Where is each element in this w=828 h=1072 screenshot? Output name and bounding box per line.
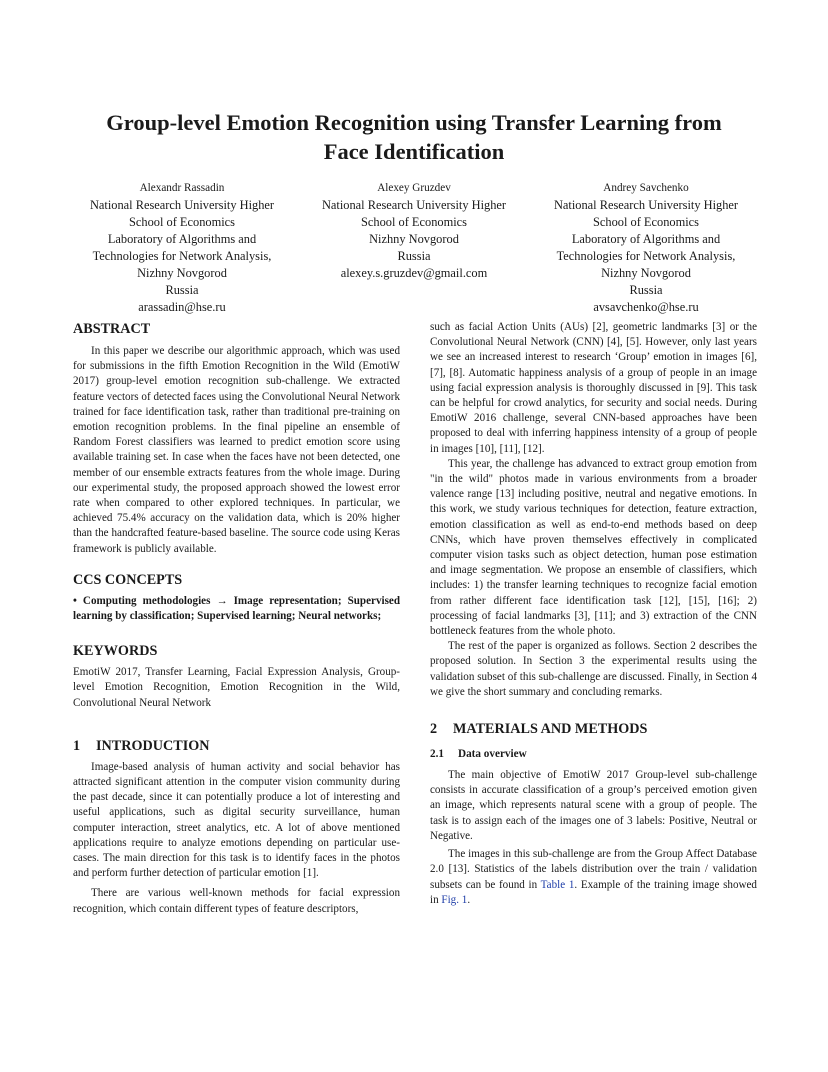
author-affiliation: Laboratory of Algorithms and — [571, 232, 721, 246]
methods-heading — [430, 720, 757, 738]
author-email: alexey.s.gruzdev@gmail.com — [340, 266, 488, 280]
author-affiliation: National Research University Higher — [321, 198, 507, 212]
intro-heading — [73, 737, 400, 755]
intro-paragraph-5: The rest of the paper is organized as follows. Section 2 describes the proposed solution. In Section 3 the experimental results using the validation subset of this sub-challenge are discussed. Finally, in Section 4 we give the short summary and concluding remarks. — [430, 640, 757, 698]
intro-paragraph-4: This year, the challenge has advanced to extract group emotion from "in the wild" photos made in various environments from a broader valence range [13] including positive, neutral and negative emotions. In this work, we study various techniques for detection, feature extraction, emotion classification as well as end-to-end methods based on deep CNNs, which have proven themselves effectively in complicated computer vision tasks such as object detection, human pose estimation and image segmentation. We propose an ensemble of classifiers, which includes: 1) the transfer learning techniques to recognize facial emotion from rather different face identification task [12], [15], [16]; 2) processing of facial landmarks [3], [11]; and 3) extraction of the CNN bottleneck features from the whole photo. — [430, 457, 757, 638]
keywords-heading: KEYWORDS — [73, 643, 158, 660]
section-title: INTRODUCTION — [96, 737, 210, 754]
author-affiliation: Technologies for Network Analysis, — [92, 249, 272, 263]
author-country: Russia — [165, 283, 199, 297]
section-title: MATERIALS AND METHODS — [453, 721, 648, 738]
left-column — [73, 320, 400, 917]
author-country: Russia — [397, 249, 431, 263]
abstract-heading: ABSTRACT — [73, 321, 151, 337]
ccs-heading: CCS CONCEPTS — [73, 571, 183, 588]
author-affiliation: Technologies for Network Analysis, — [556, 249, 736, 263]
data-overview-paragraph-2 — [430, 847, 757, 908]
author-block-2 — [299, 180, 529, 282]
paper-title — [0, 108, 828, 166]
author-affiliation: National Research University Higher — [89, 198, 275, 212]
paragraph-text: The images in this sub-challenge are from the Group Affect Database 2.0 [13]. Statistics of the labels distribution over the train / validation subsets can be found in — [430, 848, 757, 891]
ccs-text: • Computing methodologies → Image representation; Supervised learning by classification; Supervised learning; Neural networks; — [73, 594, 400, 623]
author-affiliation: Laboratory of Algorithms and — [107, 232, 257, 246]
author-affiliation: School of Economics — [593, 215, 699, 229]
author-affiliation: School of Economics — [361, 215, 467, 229]
intro-paragraph-2: There are various well-known methods for facial expression recognition, which contain different types of feature descriptors, — [73, 887, 400, 915]
author-affiliation: National Research University Higher — [553, 198, 739, 212]
author-block-3 — [531, 180, 761, 316]
paragraph-text: . Example of the training image showed in — [430, 878, 757, 906]
author-email: avsavchenko@hse.ru — [593, 300, 699, 314]
section-number: 1 — [73, 737, 81, 754]
author-email: arassadin@hse.ru — [138, 300, 226, 314]
title-line-2: Face Identification — [323, 139, 505, 164]
section-number: 2 — [430, 721, 438, 738]
keywords-text: EmotiW 2017, Transfer Learning, Facial Expression Analysis, Group-level Emotion Recognition, Emotion Recognition in the Wild, Convolutional Neural Network — [73, 666, 400, 709]
author-name: Andrey Savchenko — [603, 182, 689, 194]
author-name: Alexey Gruzdev — [377, 182, 451, 194]
data-overview-paragraph-1: The main objective of EmotiW 2017 Group-level sub-challenge consists in accurate classification of a group’s perceived emotion given an image, which represents natural scene with a group of people. The task is to assign each of the images one of 3 labels: Positive, Neutral or Negative. — [430, 769, 757, 842]
title-line-1: Group-level Emotion Recognition using Transfer Learning from — [106, 110, 722, 135]
data-overview-heading — [430, 747, 757, 762]
intro-paragraph-1: Image-based analysis of human activity and social behavior has attracted significant attention in the computer vision community during the past decade, since it can potentially produce a lot of interesting and useful applications, such as digital security surveillance, human computer interaction, street analytics, etc. A lot of above mentioned applications require to analyze emotions depending on particular use-cases. The main direction for this task is to identify faces in the photos and perform further detection of particular emotion [1]. — [73, 760, 400, 880]
author-city: Nizhny Novgorod — [137, 266, 227, 280]
author-block-1 — [67, 180, 297, 316]
abstract-text: In this paper we describe our algorithmic approach, which was used for submissions in the fifth Emotion Recognition in the Wild (EmotiW 2017) group-level emotion recognition sub-challenge. We extracted feature vectors of detected faces using the Convolutional Neural Network trained for face identification task, rather than traditional pre-training on emotion recognition problems. In the final pipeline an ensemble of Random Forest classifiers was learned to predict emotion score using available training set. In case when the faces have not been detected, one member of our ensemble extracts features from the whole image. During our experimental study, the proposed approach showed the lowest error rate when compared to other explored techniques. In particular, we achieved 75.4% accuracy on the validation data, which is 20% higher than the handcrafted feature-based baseline. The source code using Keras framework is publicly available. — [73, 345, 400, 555]
figure-1-link[interactable]: Fig. 1 — [441, 893, 468, 906]
subsection-number: 2.1 — [430, 748, 444, 761]
author-affiliation: School of Economics — [129, 215, 235, 229]
author-city: Nizhny Novgorod — [601, 266, 691, 280]
right-column — [430, 320, 757, 908]
author-country: Russia — [629, 283, 663, 297]
subsection-title: Data overview — [458, 748, 527, 761]
author-city: Nizhny Novgorod — [369, 232, 459, 246]
author-name: Alexandr Rassadin — [139, 182, 225, 194]
table-1-link[interactable]: Table 1 — [540, 878, 575, 891]
paragraph-text: . — [467, 893, 471, 906]
intro-paragraph-3: such as facial Action Units (AUs) [2], geometric landmarks [3] or the Convolutional Neural Network (CNN) [4], [5]. However, only last years we see an increased interest to research ‘Group’ emotion in images [6], [7], [8]. Automatic happiness analysis of a group of people in an image using facial expression analysis is thoroughly discussed in [9]. This task can be helpful for crowd analytics, for security and social needs. During EmotiW 2016 challenge, several CNN-based approaches have been proposed to deal with inferring happiness intensity of a group of people in images [10], [11], [12]. — [430, 321, 757, 455]
